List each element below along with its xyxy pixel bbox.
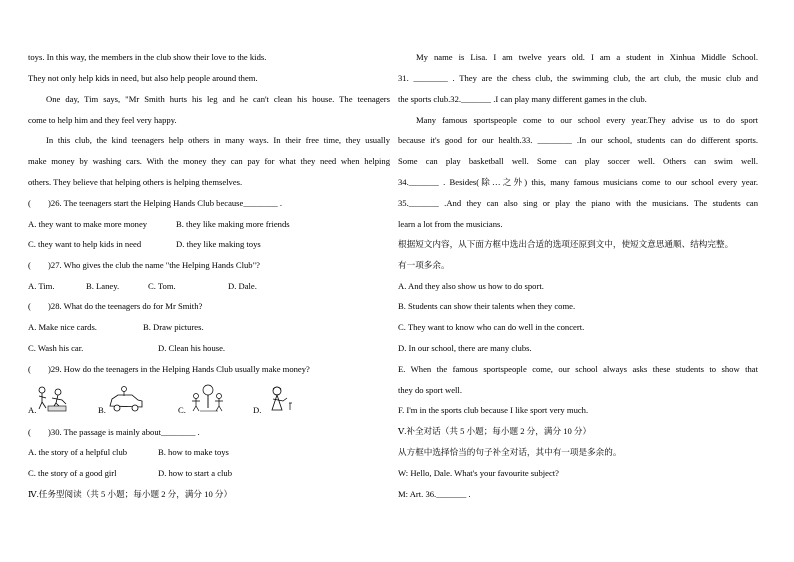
passage-line: Some can play basketball well. Some can play soccer well. Others can swim well. [398,156,758,166]
instruction-line: 根据短文内容，从下面方框中选出合适的选项还原到文中，使短文意思通顺、结构完整。 [398,239,734,249]
option-28a: A. Make nice cards. [28,322,97,332]
option-26a: A. they want to make more money [28,219,148,229]
washing-car-icon [106,384,146,414]
question-26: ( )26. The teenagers start the Helping Hands Club because________ . [28,198,283,208]
passage-line: 35._______ .And they can also sing or play the piano with the musicians. The students can [398,198,758,208]
options-30-row1 [28,447,229,458]
option-b: B. Students can show their talents when they come. [398,301,576,311]
kids-drawing-icon [36,384,70,414]
dialogue-line: M: Art. 36._______ . [398,489,471,499]
question-29: ( )29. How do the teenagers in the Helping Hands Club usually make money? [28,364,310,374]
option-26d: D. they like making toys [176,239,261,249]
passage-line: the sports club.32._______ .I can play many different games in the club. [398,94,647,104]
passage-line: One day, Tim says, "Mr Smith hurts his leg and he can't clean his house. The teenagers [46,94,390,104]
question-28: ( )28. What do the teenagers do for Mr Smith? [28,301,203,311]
question-30: ( )30. The passage is mainly about________ . [28,427,200,437]
option-a: A. And they also show us how to do sport. [398,281,544,291]
question-27: ( )27. Who gives the club the name "the Helping Hands Club"? [28,260,260,270]
option-27b: B. Laney. [86,281,120,291]
passage-line: In this club, the kind teenagers help others in many ways. In their free time, they usually [46,135,390,145]
section-4-heading: Ⅳ.任务型阅读（共 5 小题；每小题 2 分，满分 10 分） [28,489,233,499]
option-e-cont: they do sport well. [398,385,462,395]
options-26-row2 [28,239,261,250]
section-5-instruction: 从方框中选择恰当的句子补全对话，其中有一项是多余的。 [398,447,622,457]
option-d: D. In our school, there are many clubs. [398,343,532,353]
passage-line: 31. ________ . They are the chess club, the swimming club, the art club, the music club and [398,73,758,83]
section-5-heading: Ⅴ.补全对话（共 5 小题；每小题 2 分，满分 10 分） [398,426,592,436]
passage-line: toys. In this way, the members in the club show their love to the kids. [28,52,267,62]
option-30d: D. how to start a club [158,468,232,478]
option-27c: C. Tom. [148,281,176,291]
option-30b: B. how to make toys [158,447,229,457]
options-27 [28,281,257,292]
options-28-row1 [28,322,204,333]
instruction-line: 有一项多余。 [398,260,450,270]
options-26-row1 [28,219,290,230]
passage-line: because it's good for our health.33. ________ .In our school, students can do different sports. [398,135,758,145]
passage-line: My name is Lisa. I am twelve years old. I am a student in Xinhua Middle School. [416,52,758,62]
picture-options-29: A. B. C. D. [28,384,328,414]
options-30-row2 [28,468,232,479]
option-f: F. I'm in the sports club because I like sport very much. [398,405,589,415]
options-28-row2 [28,343,225,354]
option-c: C. They want to know who can do well in the concert. [398,322,585,332]
option-30a: A. the story of a helpful club [28,447,128,457]
passage-line: They not only help kids in need, but also help people around them. [28,73,258,83]
option-26c: C. they want to help kids in need [28,239,142,249]
passage-line: 34._______ . Besides(除…之外) this, many famous musicians come to our school every year. [398,177,758,187]
dialogue-line: W: Hello, Dale. What's your favourite subject? [398,468,559,478]
planting-tree-icon [186,384,226,414]
passage-line: Many famous sportspeople come to our school every year.They advise us to do sport [416,115,758,125]
option-27a: A. Tim. [28,281,55,291]
option-28c: C. Wash his car. [28,343,84,353]
passage-line: learn a lot from the musicians. [398,219,503,229]
option-30c: C. the story of a good girl [28,468,117,478]
passage-line: come to help him and they feel very happy. [28,115,177,125]
passage-line: make money by washing cars. With the money they can pay for what they need when helping [28,156,390,166]
option-27d: D. Dale. [228,281,257,291]
reading-girl-icon [261,384,301,414]
option-28b: B. Draw pictures. [143,322,204,332]
passage-line: others. They believe that helping others is helping themselves. [28,177,243,187]
option-e: E. When the famous sportspeople come, our school always asks these students to show that [398,364,758,374]
option-26b: B. they like making more friends [176,219,290,229]
option-28d: D. Clean his house. [158,343,226,353]
